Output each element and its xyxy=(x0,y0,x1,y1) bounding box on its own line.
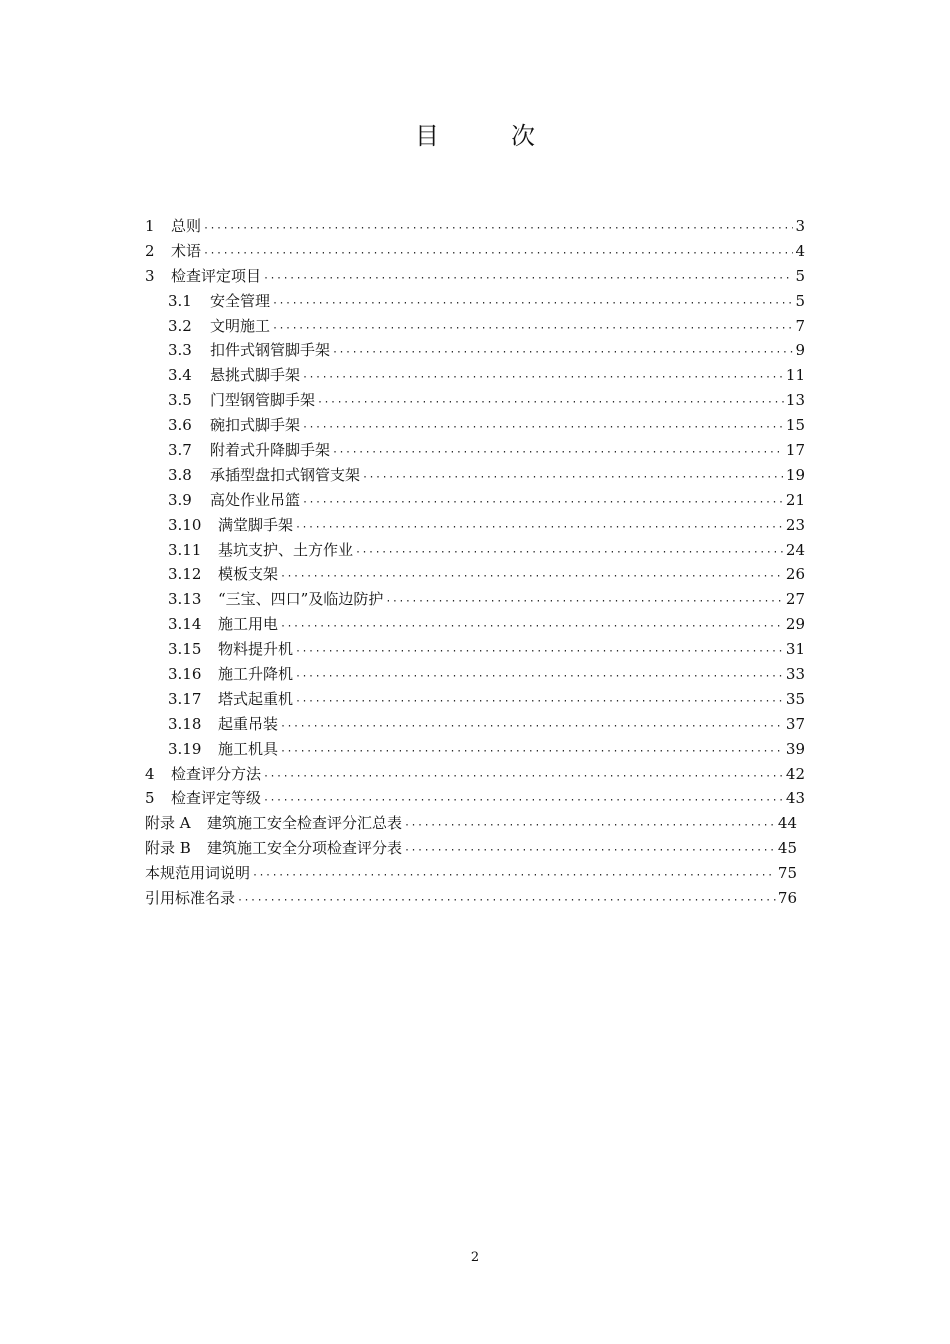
toc-entry[interactable] xyxy=(145,562,805,587)
page-number: 2 xyxy=(470,1250,480,1265)
toc-dot-leader xyxy=(203,242,793,267)
toc-dot-leader xyxy=(404,839,776,864)
toc-entry[interactable] xyxy=(145,488,805,513)
toc-entry-label: 术语 xyxy=(171,241,202,260)
toc-entry-page: 24 xyxy=(785,540,805,559)
toc-entry-label: 检查评定等级 xyxy=(171,789,262,808)
toc-entry[interactable] xyxy=(145,338,805,363)
toc-entry-label: 施工用电 xyxy=(218,615,279,634)
toc-entry-page: 5 xyxy=(795,291,805,310)
toc-entry-label: 施工升降机 xyxy=(218,665,294,684)
page-title xyxy=(0,116,950,151)
toc-entry-label: 悬挑式脚手架 xyxy=(210,366,301,385)
toc-dot-leader xyxy=(237,889,776,914)
toc-entry-number: 3.17 xyxy=(168,689,202,708)
toc-dot-leader xyxy=(302,491,784,516)
toc-entry-page: 35 xyxy=(785,689,805,708)
toc-entry[interactable] xyxy=(145,612,805,637)
toc-entry-number: 3.5 xyxy=(168,391,192,410)
toc-entry-label: “三宝、四口”及临边防护 xyxy=(218,590,384,609)
toc-entry-number: 3.4 xyxy=(168,366,192,385)
toc-entry-label: 基坑支护、土方作业 xyxy=(218,540,354,559)
toc-entry[interactable] xyxy=(145,662,805,687)
toc-entry-number: 3.11 xyxy=(168,540,202,559)
toc-dot-leader xyxy=(404,814,776,839)
toc-dot-leader xyxy=(295,640,784,665)
toc-entry-label: 引用标准名录 xyxy=(145,889,236,908)
toc-entry[interactable] xyxy=(145,811,805,836)
title-char-left: 目 xyxy=(415,122,439,150)
toc-entry[interactable] xyxy=(145,413,805,438)
toc-dot-leader xyxy=(280,615,784,640)
toc-entry[interactable] xyxy=(145,538,805,563)
toc-dot-leader xyxy=(332,441,784,466)
toc-entry-number: 3.9 xyxy=(168,490,192,509)
toc-entry-page: 9 xyxy=(795,341,805,360)
toc-dot-leader xyxy=(385,590,784,615)
toc-entry-label: 检查评分方法 xyxy=(171,764,262,783)
toc-entry-number: 3.7 xyxy=(168,441,192,460)
toc-entry-number: 4 xyxy=(145,764,155,783)
toc-entry-page: 42 xyxy=(785,764,805,783)
toc-entry[interactable] xyxy=(145,712,805,737)
toc-entry-number: 附录 A xyxy=(145,814,191,833)
toc-entry[interactable] xyxy=(145,314,805,339)
toc-entry-page: 13 xyxy=(785,391,805,410)
toc-entry-page: 23 xyxy=(785,515,805,534)
toc-entry[interactable] xyxy=(145,786,805,811)
toc-dot-leader xyxy=(263,765,784,790)
toc-entry[interactable] xyxy=(145,463,805,488)
toc-entry-label: 文明施工 xyxy=(210,316,271,335)
toc-entry-label: 承插型盘扣式钢管支架 xyxy=(210,465,361,484)
toc-entry-number: 附录 B xyxy=(145,839,191,858)
toc-entry-page: 29 xyxy=(785,615,805,634)
toc-entry[interactable] xyxy=(145,239,805,264)
toc-entry-page: 31 xyxy=(785,640,805,659)
toc-entry-label: 检查评定项目 xyxy=(171,266,262,285)
toc-entry-label: 附着式升降脚手架 xyxy=(210,441,331,460)
toc-entry[interactable] xyxy=(145,388,805,413)
toc-entry-page: 15 xyxy=(785,416,805,435)
toc-entry-number: 3.3 xyxy=(168,341,192,360)
toc-entry-page: 26 xyxy=(785,565,805,584)
toc-entry-page: 7 xyxy=(795,316,805,335)
toc-entry[interactable] xyxy=(145,861,805,886)
toc-entry-number: 2 xyxy=(145,241,155,260)
toc-entry[interactable] xyxy=(145,762,805,787)
toc-entry-number: 3 xyxy=(145,266,155,285)
toc-dot-leader xyxy=(263,267,793,292)
toc-entry-number: 3.14 xyxy=(168,615,202,634)
toc-entry[interactable] xyxy=(145,264,805,289)
toc-entry[interactable] xyxy=(145,513,805,538)
toc-entry-label: 门型钢管脚手架 xyxy=(210,391,316,410)
toc-dot-leader xyxy=(362,466,784,491)
toc-dot-leader xyxy=(295,516,784,541)
toc-entry-page: 43 xyxy=(785,789,805,808)
toc-entry-page: 76 xyxy=(777,889,797,908)
toc-entry-label: 物料提升机 xyxy=(218,640,294,659)
toc-entry[interactable] xyxy=(145,737,805,762)
toc-dot-leader xyxy=(203,217,793,242)
table-of-contents xyxy=(145,214,805,911)
toc-entry-label: 安全管理 xyxy=(210,291,271,310)
toc-entry-label: 模板支架 xyxy=(218,565,279,584)
toc-entry-label: 起重吊装 xyxy=(218,714,279,733)
toc-entry-label: 满堂脚手架 xyxy=(218,515,294,534)
toc-dot-leader xyxy=(295,690,784,715)
toc-entry-number: 3.15 xyxy=(168,640,202,659)
toc-dot-leader xyxy=(317,391,784,416)
toc-dot-leader xyxy=(302,416,784,441)
toc-entry-page: 21 xyxy=(785,490,805,509)
toc-entry-page: 3 xyxy=(795,217,805,235)
toc-entry[interactable] xyxy=(145,687,805,712)
toc-entry-number: 3.6 xyxy=(168,416,192,435)
toc-entry-page: 33 xyxy=(785,665,805,684)
toc-entry-number: 3.16 xyxy=(168,665,202,684)
toc-entry-page: 17 xyxy=(785,441,805,460)
toc-entry-label: 施工机具 xyxy=(218,739,279,758)
toc-entry-page: 75 xyxy=(777,864,797,883)
toc-entry-page: 5 xyxy=(795,266,805,285)
toc-entry-page: 4 xyxy=(795,241,805,260)
toc-dot-leader xyxy=(355,541,784,566)
toc-entry[interactable] xyxy=(145,587,805,612)
toc-dot-leader xyxy=(252,864,776,889)
toc-entry-label: 建筑施工安全分项检查评分表 xyxy=(207,839,403,858)
toc-dot-leader xyxy=(332,341,793,366)
toc-entry-label: 本规范用词说明 xyxy=(145,864,251,883)
toc-entry-number: 3.8 xyxy=(168,465,192,484)
toc-entry[interactable] xyxy=(145,214,805,239)
toc-entry[interactable] xyxy=(145,438,805,463)
toc-entry[interactable] xyxy=(145,289,805,314)
toc-entry[interactable] xyxy=(145,836,805,861)
toc-entry-number: 3.13 xyxy=(168,590,202,609)
toc-entry[interactable] xyxy=(145,886,805,911)
toc-dot-leader xyxy=(272,317,793,342)
toc-entry-page: 19 xyxy=(785,465,805,484)
toc-entry-number: 3.12 xyxy=(168,565,202,584)
toc-entry-number: 5 xyxy=(145,789,155,808)
toc-entry-page: 27 xyxy=(785,590,805,609)
toc-entry[interactable] xyxy=(145,363,805,388)
toc-entry-label: 碗扣式脚手架 xyxy=(210,416,301,435)
toc-entry-label: 建筑施工安全检查评分汇总表 xyxy=(207,814,403,833)
toc-entry-label: 总则 xyxy=(171,217,202,235)
toc-dot-leader xyxy=(272,292,793,317)
toc-dot-leader xyxy=(295,665,784,690)
toc-dot-leader xyxy=(280,715,784,740)
toc-entry-page: 39 xyxy=(785,739,805,758)
toc-entry-label: 扣件式钢管脚手架 xyxy=(210,341,331,360)
toc-entry-label: 塔式起重机 xyxy=(218,689,294,708)
toc-dot-leader xyxy=(280,740,784,765)
toc-entry-number: 3.1 xyxy=(168,291,192,310)
toc-entry-number: 1 xyxy=(145,217,155,235)
toc-entry-label: 高处作业吊篮 xyxy=(210,490,301,509)
toc-entry-page: 44 xyxy=(777,814,797,833)
toc-entry[interactable] xyxy=(145,637,805,662)
toc-entry-number: 3.19 xyxy=(168,739,202,758)
toc-entry-number: 3.2 xyxy=(168,316,192,335)
toc-entry-page: 11 xyxy=(785,366,805,385)
title-char-right: 次 xyxy=(511,122,535,150)
toc-entry-number: 3.18 xyxy=(168,714,202,733)
toc-entry-page: 37 xyxy=(785,714,805,733)
toc-dot-leader xyxy=(302,366,784,391)
toc-entry-page: 45 xyxy=(777,839,797,858)
toc-entry-number: 3.10 xyxy=(168,515,202,534)
